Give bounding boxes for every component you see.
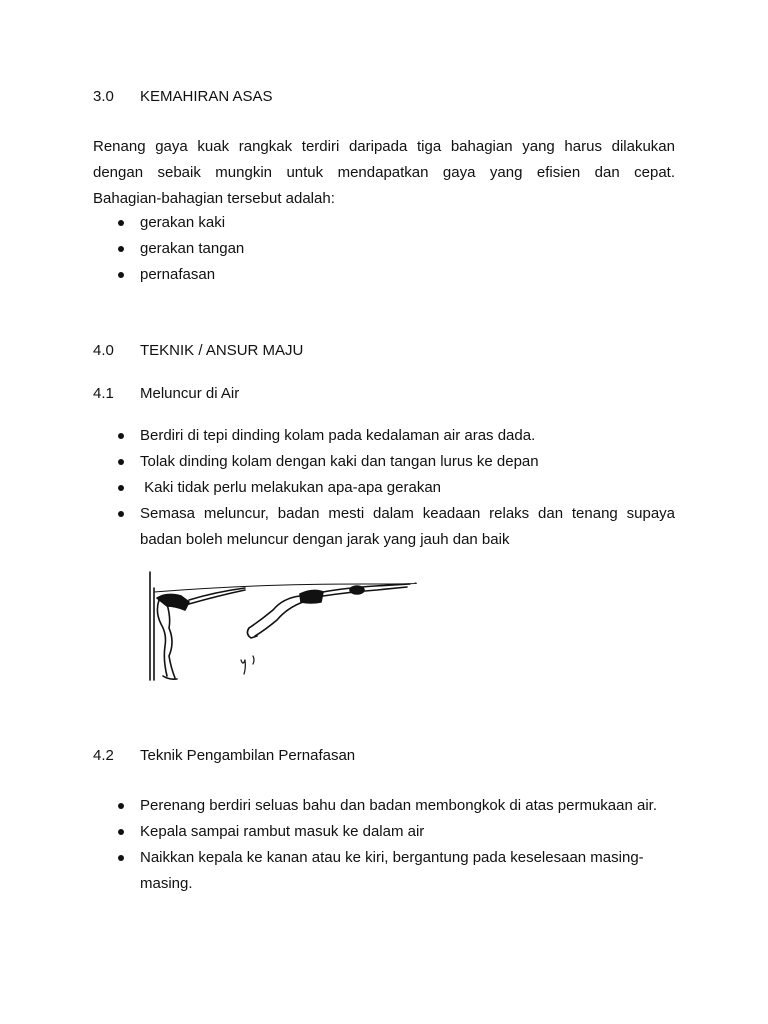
bullet-icon [118, 272, 124, 278]
list-item: pernafasan [118, 262, 675, 288]
swimmer-glide-illustration [145, 568, 425, 690]
section-title: Teknik Pengambilan Pernafasan [140, 747, 356, 764]
list-item: Kepala sampai rambut masuk ke dalam air [118, 819, 675, 845]
section-number: 4.2 [93, 747, 114, 764]
sketch-mark [253, 656, 254, 664]
swimmer-arm [189, 588, 245, 604]
list-item: Tolak dinding kolam dengan kaki dan tangan lurus ke depan [118, 449, 675, 475]
bullet-icon [118, 803, 124, 809]
section-title: KEMAHIRAN ASAS [140, 88, 273, 105]
section-heading-4-2 [93, 747, 355, 764]
breathing-steps-list [118, 793, 675, 897]
bullet-icon [118, 246, 124, 252]
section-number: 4.1 [93, 385, 114, 402]
list-item: Perenang berdiri seluas bahu dan badan membongkok di atas permukaan air. [118, 793, 675, 819]
bullet-icon [118, 220, 124, 226]
list-item: Kaki tidak perlu melakukan apa-apa gerakan [118, 475, 675, 501]
bullet-icon [118, 433, 124, 439]
bullet-icon [118, 485, 124, 491]
list-item: Naikkan kepala ke kanan atau ke kiri, bergantung pada keselesaan masing- masing. [118, 845, 675, 897]
section-number: 4.0 [93, 342, 114, 359]
section-heading-4 [93, 342, 303, 359]
sketch-mark [241, 660, 245, 674]
gliding-steps-list [118, 423, 675, 553]
list-item: gerakan tangan [118, 236, 675, 262]
bullet-icon [118, 511, 124, 517]
swimmer-arm [323, 584, 410, 596]
paragraph-line: dengan sebaik mungkin untuk mendapatkan gaya yang efisien dan cepat. [93, 164, 675, 181]
swimmer-leg [249, 596, 303, 636]
paragraph-line: Bahagian-bahagian tersebut adalah: [93, 190, 335, 207]
swimmer-head [350, 586, 364, 594]
section-heading-4-1 [93, 385, 239, 402]
list-item: gerakan kaki [118, 210, 675, 236]
section-heading-3 [93, 88, 273, 105]
section-title: Meluncur di Air [140, 385, 240, 402]
swimmer-trunks [300, 590, 323, 603]
bullet-icon [118, 829, 124, 835]
section-number: 3.0 [93, 88, 114, 105]
list-item: Berdiri di tepi dinding kolam pada kedalaman air aras dada. [118, 423, 675, 449]
basic-skills-list [118, 210, 675, 288]
bullet-icon [118, 459, 124, 465]
section-title: TEKNIK / ANSUR MAJU [140, 342, 304, 359]
bullet-icon [118, 855, 124, 861]
paragraph-line: Renang gaya kuak rangkak terdiri daripada tiga bahagian yang harus dilakukan [93, 138, 675, 155]
swimmer-trunks [157, 594, 189, 610]
list-item: Semasa meluncur, badan mesti dalam keadaan relaks dan tenang supaya badan boleh meluncur dengan jarak yang jauh dan baik [118, 501, 675, 553]
intro-paragraph [93, 134, 675, 212]
swimmer-leg [157, 600, 175, 678]
swimmer-foot [247, 628, 257, 638]
